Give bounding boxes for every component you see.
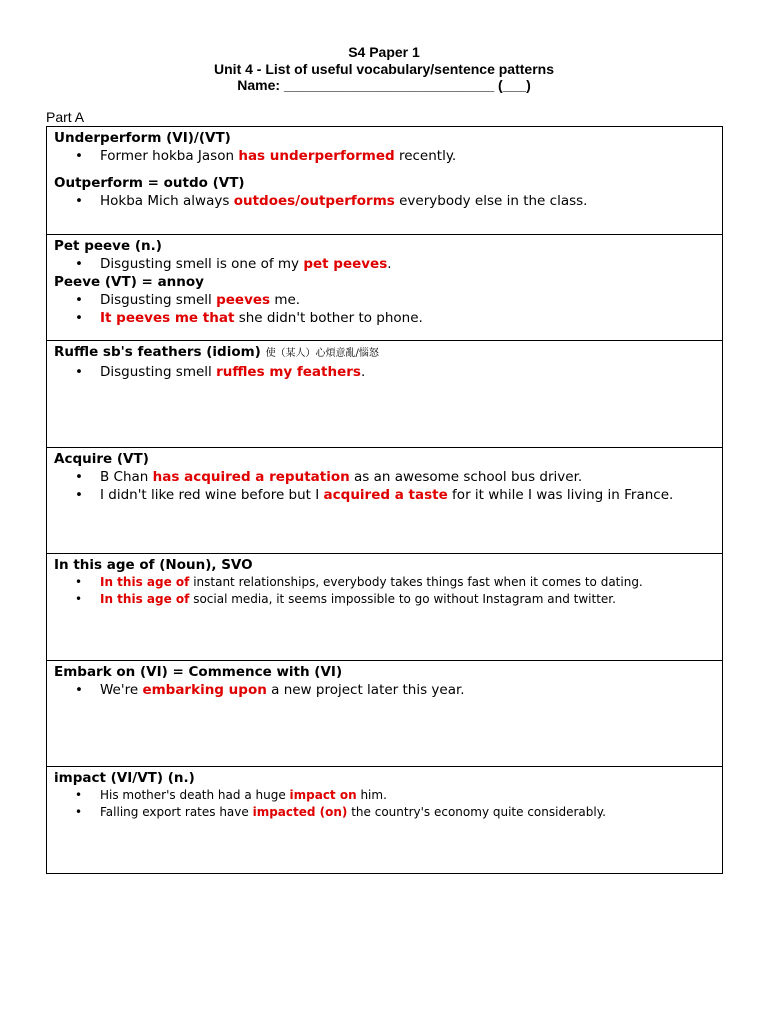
highlighted-phrase: It peeves me that [100, 309, 235, 326]
vocab-term: Outperform = outdo (VT) [54, 175, 245, 191]
highlighted-phrase: In this age of [100, 575, 190, 589]
example-text: Hokba Mich always [100, 193, 234, 209]
vocab-row [47, 766, 722, 873]
example-sentence [54, 486, 715, 504]
unit-title: Unit 4 - List of useful vocabulary/sentence patterns [214, 60, 554, 77]
example-text: instant relationships, everybody takes things fast when it comes to dating. [189, 575, 643, 589]
highlighted-phrase: peeves [216, 291, 271, 308]
example-text: as an awesome school bus driver. [349, 468, 583, 485]
example-text: B Chan [100, 468, 153, 485]
example-text: recently. [394, 148, 457, 164]
example-text: We're [100, 681, 143, 698]
example-text: . [360, 364, 366, 380]
example-sentence [54, 255, 715, 273]
vocab-row [47, 340, 722, 447]
example-text: His mother's death had a huge [100, 788, 290, 802]
example-text: him. [356, 788, 387, 802]
example-text: . [387, 255, 392, 272]
highlighted-phrase: has underperformed [238, 148, 395, 164]
example-text: Disgusting smell [100, 364, 217, 380]
vocab-term: In this age of (Noun) [54, 557, 212, 573]
highlighted-phrase: embarking upon [142, 681, 267, 698]
highlighted-phrase: In this age of [100, 592, 190, 606]
vocab-heading [54, 273, 715, 291]
example-list [54, 787, 715, 821]
example-list [54, 291, 715, 327]
highlighted-phrase: impacted (on) [252, 805, 348, 819]
vocab-heading [54, 129, 715, 147]
paper-title: S4 Paper 1 [348, 44, 420, 60]
document-header [0, 44, 768, 94]
example-text: everybody else in the class. [394, 193, 588, 209]
vocab-row [47, 553, 722, 660]
example-list [54, 363, 715, 381]
highlighted-phrase: outdoes/outperforms [233, 193, 395, 209]
example-list [54, 192, 715, 210]
example-text: she didn't bother to phone. [234, 309, 423, 326]
vocab-heading [54, 343, 715, 363]
example-sentence [54, 468, 715, 486]
example-sentence [54, 681, 715, 699]
example-list [54, 147, 715, 165]
highlighted-phrase: ruffles my feathers [216, 364, 361, 380]
vocab-term-suffix: , SVO [211, 557, 253, 573]
vocab-row [47, 234, 722, 341]
vocab-heading [54, 174, 715, 192]
vocab-term: Acquire (VT) [54, 450, 149, 467]
example-text: Disgusting smell [100, 291, 217, 308]
example-sentence [54, 363, 715, 381]
example-list [54, 255, 715, 273]
vocab-heading [54, 769, 715, 787]
vocab-row [47, 447, 722, 554]
example-sentence [54, 787, 715, 804]
chinese-translation: 使（某人）心煩意亂/惱怒 [265, 348, 379, 359]
example-text: Falling export rates have [100, 805, 253, 819]
example-list [54, 574, 715, 608]
vocab-heading [54, 237, 715, 255]
vocab-term: Ruffle sb's feathers (idiom) [54, 344, 261, 360]
example-text: Disgusting smell is one of my [100, 255, 304, 272]
block-spacer [54, 165, 715, 174]
part-label: Part A [46, 109, 85, 125]
example-sentence [54, 574, 715, 591]
example-text: me. [270, 291, 301, 308]
vocabulary-table [46, 126, 723, 874]
example-text: Former hokba Jason [100, 148, 239, 164]
example-sentence [54, 309, 715, 327]
example-text: the country's economy quite considerably. [347, 805, 606, 819]
example-sentence [54, 804, 715, 821]
example-text: social media, it seems impossible to go without Instagram and twitter. [189, 592, 616, 606]
vocab-term: impact (VI/VT) (n.) [54, 770, 195, 786]
vocab-term: Peeve (VT) = annoy [54, 273, 204, 290]
vocab-row [47, 660, 722, 767]
vocab-heading [54, 663, 715, 681]
vocab-term: Pet peeve (n.) [54, 237, 162, 254]
vocab-term: Embark on (VI) = Commence with (VI) [54, 663, 343, 680]
highlighted-phrase: acquired a taste [323, 486, 448, 503]
example-sentence [54, 291, 715, 309]
example-sentence [54, 147, 715, 165]
highlighted-phrase: pet peeves [303, 255, 388, 272]
name-line: Name: ___________________________ (___) [237, 77, 531, 93]
example-text: I didn't like red wine before but I [100, 486, 324, 503]
example-sentence [54, 591, 715, 608]
example-sentence [54, 192, 715, 210]
example-text: a new project later this year. [266, 681, 465, 698]
example-list [54, 468, 715, 504]
vocab-heading [54, 450, 715, 468]
vocab-heading [54, 556, 715, 574]
example-text: for it while I was living in France. [447, 486, 674, 503]
example-list [54, 681, 715, 699]
vocab-term: Underperform (VI)/(VT) [54, 130, 231, 146]
highlighted-phrase: impact on [289, 788, 357, 802]
highlighted-phrase: has acquired a reputation [152, 468, 350, 485]
vocab-row [47, 127, 722, 234]
